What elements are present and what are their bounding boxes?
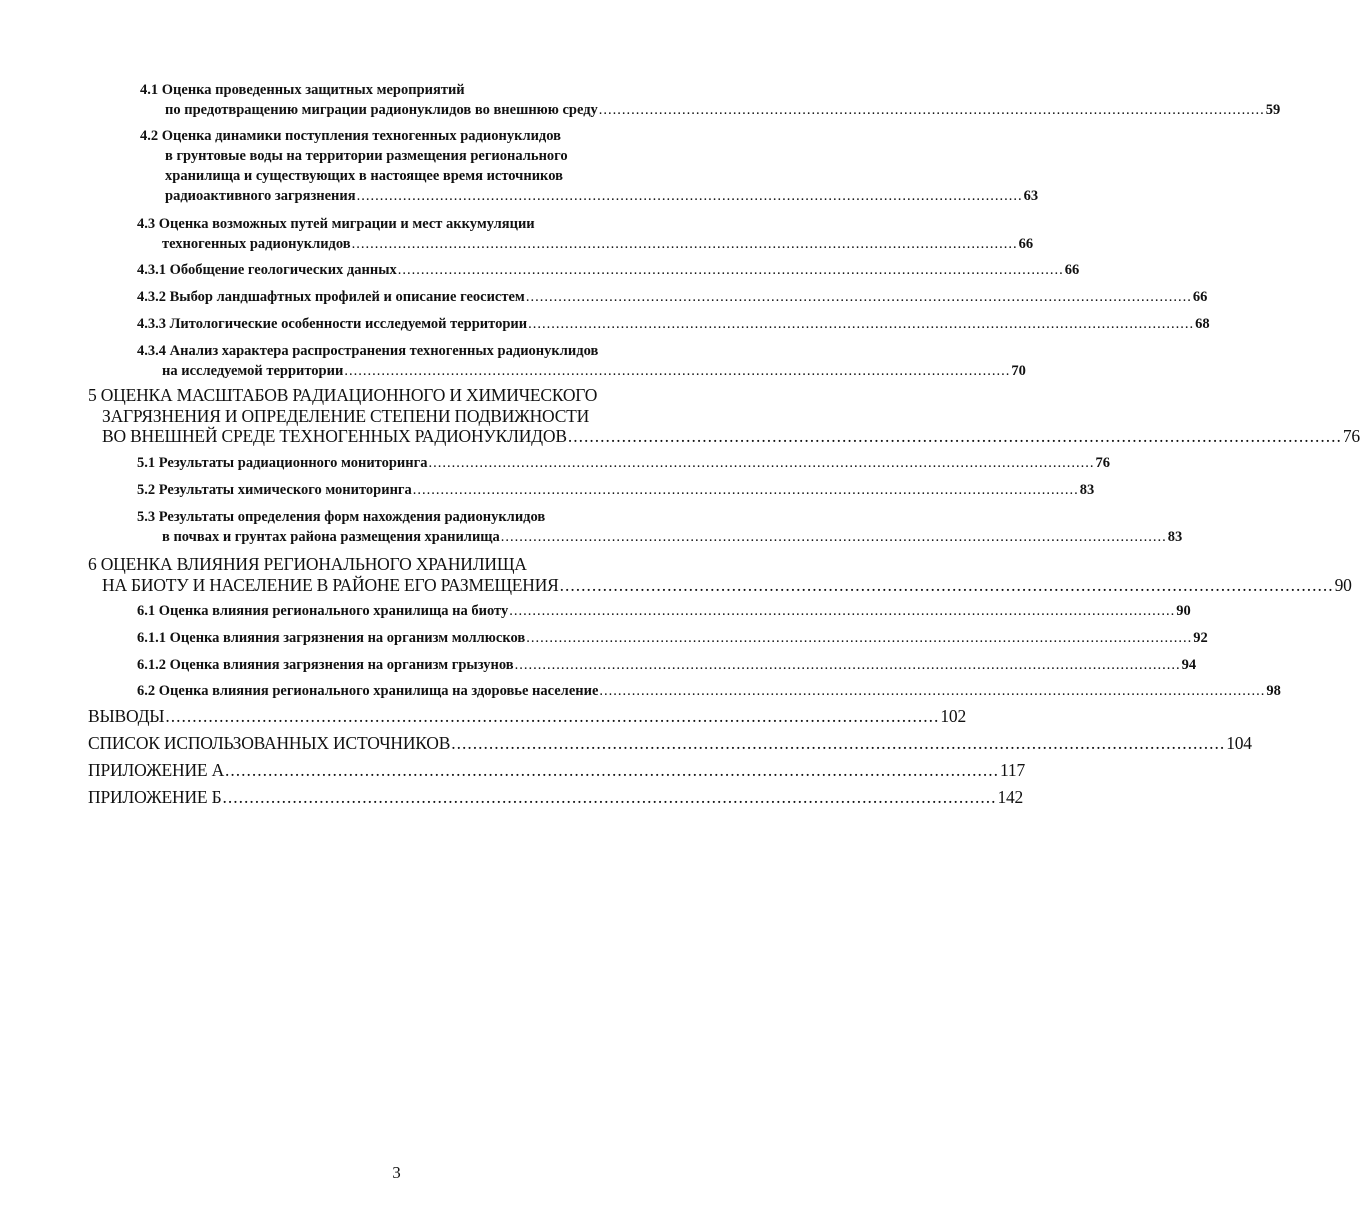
toc-page-number: 90	[1176, 603, 1191, 619]
toc-entry-title-cont: хранилища и существующих в настоящее время источников	[165, 168, 563, 184]
toc-chapter-title: 5 ОЦЕНКА МАСШТАБОВ РАДИАЦИОННОГО И ХИМИЧЕСКОГО	[88, 385, 598, 405]
leader-dots: ................................................................................................................................................	[428, 455, 1095, 471]
toc-entry-4-1[interactable]	[140, 80, 1281, 120]
toc-entry-6-1[interactable]	[137, 601, 1191, 621]
toc-entry-title-cont: на исследуемой территории	[162, 363, 344, 379]
leader-dots: ................................................................................................................................................	[412, 482, 1079, 498]
toc-entry-title-cont: в грунтовые воды на территории размещения регионального	[165, 148, 568, 164]
toc-page-number: 68	[1195, 316, 1210, 332]
toc-page-number: 142	[997, 787, 1024, 807]
toc-chapter-title-cont: ВО ВНЕШНЕЙ СРЕДЕ ТЕХНОГЕННЫХ РАДИОНУКЛИДОВ	[102, 426, 567, 446]
toc-page-number: 63	[1023, 188, 1039, 204]
page-number: 3	[392, 1163, 401, 1182]
leader-dots: ................................................................................................................................................	[528, 316, 1195, 332]
leader-dots: ................................................................................................................................................	[500, 529, 1167, 545]
toc-entry-title: 4.3 Оценка возможных путей миграции и мест аккумуляции	[137, 216, 535, 232]
toc-page-number: 66	[1018, 236, 1034, 252]
leader-dots: ................................................................................................................................................	[165, 706, 940, 726]
toc-entry-title: 4.3.4 Анализ характера распространения техногенных радионуклидов	[137, 343, 599, 359]
toc-page-number: 83	[1167, 529, 1183, 545]
toc-conclusions[interactable]	[88, 706, 967, 727]
toc-entry-title-cont: техногенных радионуклидов	[162, 236, 351, 252]
toc-entry-5-3[interactable]	[137, 507, 1183, 547]
toc-entry-4-2[interactable]	[140, 126, 1039, 206]
leader-dots: ................................................................................................................................................	[356, 188, 1023, 204]
toc-appendix-a[interactable]	[88, 760, 1026, 781]
toc-chapter-title: ВЫВОДЫ	[88, 706, 165, 726]
leader-dots: ................................................................................................................................................	[222, 787, 997, 807]
toc-page-number: 76	[1095, 455, 1110, 471]
toc-page-number: 90	[1334, 574, 1352, 595]
toc-entry-title: 4.3.1 Обобщение геологических данных	[137, 262, 397, 278]
leader-dots: ................................................................................................................................................	[567, 426, 1342, 446]
toc-page-number: 83	[1079, 482, 1095, 498]
leader-dots: ................................................................................................................................................	[509, 603, 1176, 619]
toc-page-number: 104	[1226, 733, 1252, 753]
toc-page-number: 102	[940, 706, 967, 726]
leader-dots: ................................................................................................................................................	[525, 289, 1192, 305]
toc-sources[interactable]	[88, 733, 1252, 754]
toc-page-number: 117	[1000, 760, 1026, 780]
toc-chapter-title: ПРИЛОЖЕНИЕ Б	[88, 787, 222, 807]
toc-entry-6-1-2[interactable]	[137, 655, 1197, 675]
toc-entry-4-3-1[interactable]	[137, 260, 1080, 280]
leader-dots: ................................................................................................................................................	[351, 236, 1018, 252]
toc-entry-title: 4.3.2 Выбор ландшафтных профилей и описание геосистем	[137, 289, 525, 305]
toc-chapter-title: 6 ОЦЕНКА ВЛИЯНИЯ РЕГИОНАЛЬНОГО ХРАНИЛИЩА	[88, 554, 527, 574]
toc-entry-title: 5.2 Результаты химического мониторинга	[137, 482, 412, 498]
leader-dots: ................................................................................................................................................	[526, 630, 1193, 646]
toc-appendix-b[interactable]	[88, 787, 1024, 808]
toc-page-number: 98	[1266, 683, 1281, 699]
leader-dots: ................................................................................................................................................	[598, 102, 1265, 118]
toc-chapter-6[interactable]	[88, 554, 1352, 595]
toc-chapter-title: СПИСОК ИСПОЛЬЗОВАННЫХ ИСТОЧНИКОВ	[88, 733, 451, 753]
toc-page-number: 66	[1192, 289, 1208, 305]
toc-chapter-5[interactable]	[88, 385, 1360, 447]
toc-entry-6-2[interactable]	[137, 681, 1281, 701]
toc-entry-title: 6.1.1 Оценка влияния загрязнения на организм моллюсков	[137, 630, 526, 646]
toc-entry-title: 6.1.2 Оценка влияния загрязнения на организм грызунов	[137, 657, 514, 673]
toc-entry-title: 5.3 Результаты определения форм нахождения радионуклидов	[137, 509, 546, 525]
leader-dots: ................................................................................................................................................	[397, 262, 1064, 278]
toc-chapter-title: ПРИЛОЖЕНИЕ А	[88, 760, 225, 780]
toc-entry-title: 4.3.3 Литологические особенности исследуемой территории	[137, 316, 528, 332]
toc-entry-title-cont: в почвах и грунтах района размещения хранилища	[162, 529, 500, 545]
toc-entry-title: 4.1 Оценка проведенных защитных мероприятий	[140, 82, 465, 98]
toc-entry-5-2[interactable]	[137, 480, 1095, 500]
toc-entry-4-3-3[interactable]	[137, 314, 1210, 334]
toc-chapter-title-cont: ЗАГРЯЗНЕНИЯ И ОПРЕДЕЛЕНИЕ СТЕПЕНИ ПОДВИЖНОСТИ	[102, 405, 590, 426]
toc-entry-4-3-4[interactable]	[137, 341, 1026, 381]
toc-entry-title-cont: по предотвращению миграции радионуклидов во внешнюю среду	[165, 102, 598, 118]
toc-entry-title: 6.2 Оценка влияния регионального хранилища на здоровье население	[137, 683, 599, 699]
toc-page-number: 70	[1011, 363, 1026, 379]
toc-page-number: 59	[1265, 102, 1281, 118]
toc-page-number: 76	[1342, 426, 1360, 446]
leader-dots: ................................................................................................................................................	[225, 760, 1000, 780]
leader-dots: ................................................................................................................................................	[599, 683, 1266, 699]
toc-page-number: 92	[1193, 630, 1208, 646]
leader-dots: ................................................................................................................................................	[559, 574, 1334, 595]
toc-page-number: 66	[1064, 262, 1080, 278]
toc-entry-title: 6.1 Оценка влияния регионального хранилища на биоту	[137, 603, 509, 619]
toc-entry-title-cont: радиоактивного загрязнения	[165, 188, 356, 204]
leader-dots: ................................................................................................................................................	[451, 733, 1226, 753]
leader-dots: ................................................................................................................................................	[344, 363, 1011, 379]
toc-entry-title: 4.2 Оценка динамики поступления техногенных радионуклидов	[140, 128, 561, 144]
toc-entry-title: 5.1 Результаты радиационного мониторинга	[137, 455, 428, 471]
toc-entry-4-3[interactable]	[137, 214, 1034, 254]
toc-chapter-title-cont: НА БИОТУ И НАСЕЛЕНИЕ В РАЙОНЕ ЕГО РАЗМЕЩЕНИЯ	[102, 574, 559, 595]
leader-dots: ................................................................................................................................................	[514, 657, 1181, 673]
toc-page-number: 94	[1181, 657, 1197, 673]
toc-entry-4-3-2[interactable]	[137, 287, 1208, 307]
toc-entry-5-1[interactable]	[137, 453, 1110, 473]
toc-entry-6-1-1[interactable]	[137, 628, 1208, 648]
